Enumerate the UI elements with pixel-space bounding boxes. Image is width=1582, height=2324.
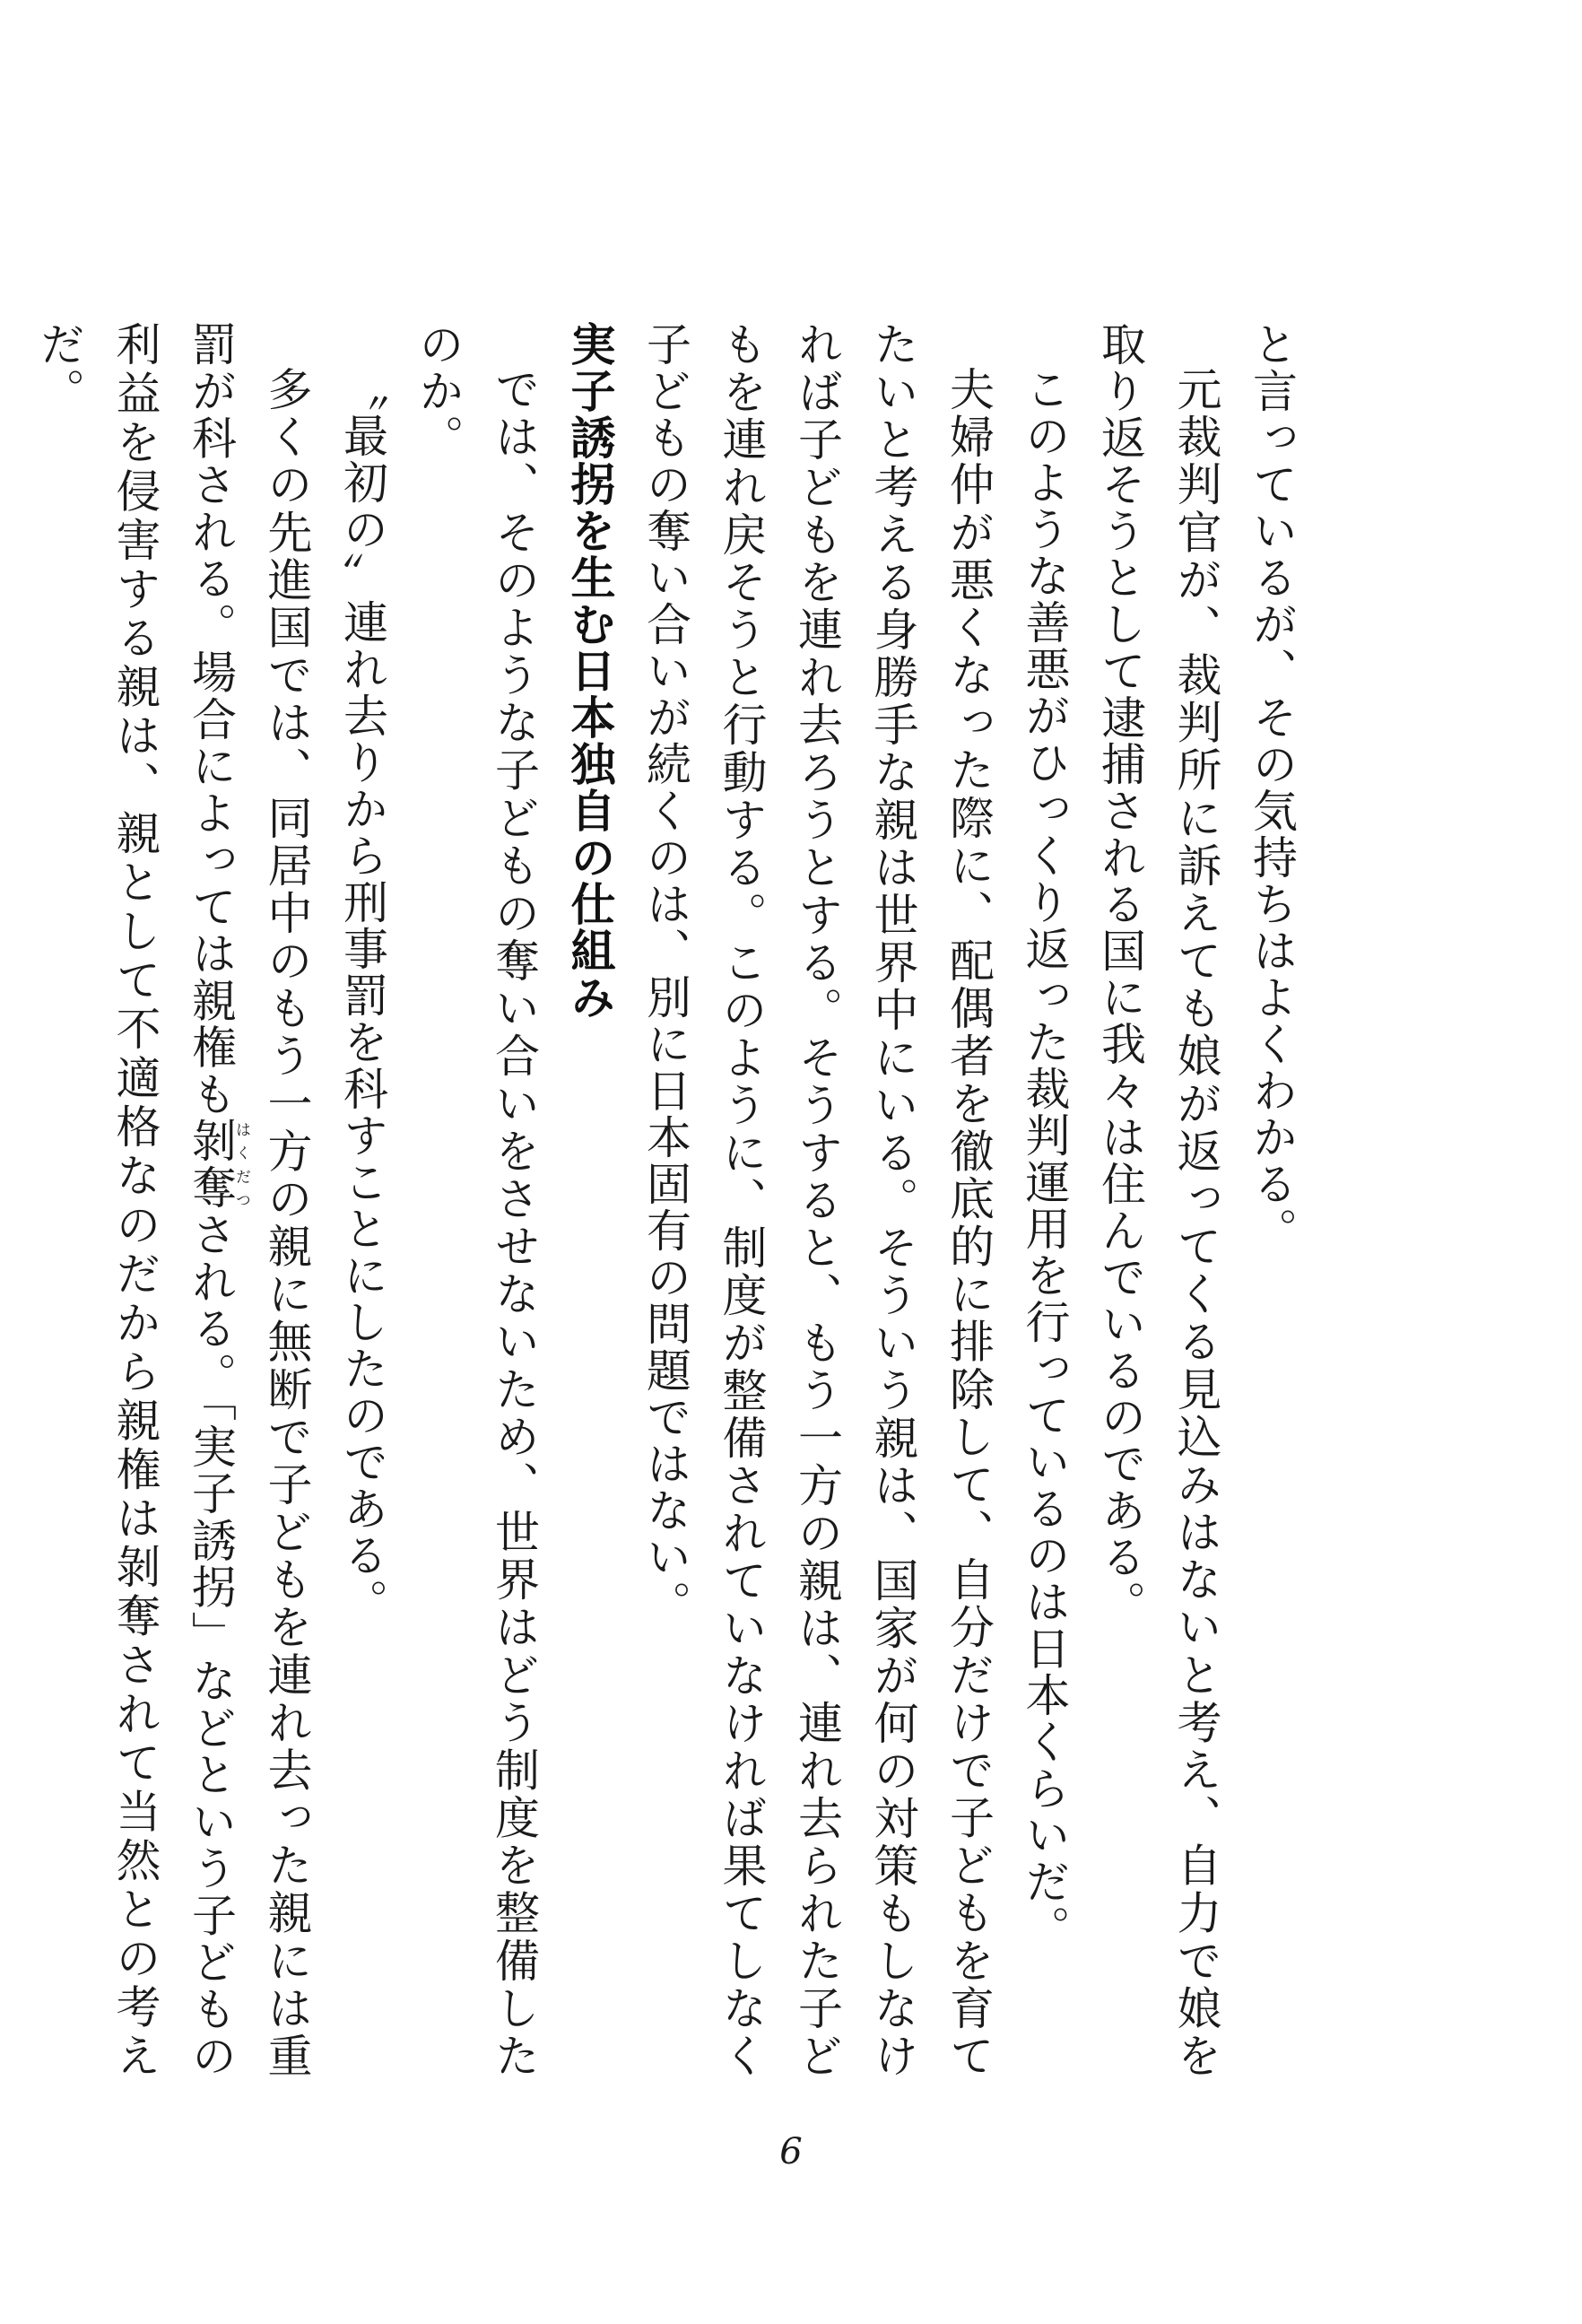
- paragraph-continuation: と言っているが、その気持ちはよくわかる。: [1246, 321, 1298, 1254]
- paragraph: このような善悪がひっくり返った裁判運用を行っているのは日本くらいだ。: [1018, 366, 1071, 1952]
- ruby-reading: はくだつ: [232, 1118, 250, 1212]
- section-heading: 実子誘拐を生む日本独自の仕組み: [563, 321, 616, 1021]
- paragraph-text: 多くの先進国では、同居中のもう一方の親に無断で子どもを連れ去った親には重罰が科される。場合によっては親権も: [185, 321, 313, 2079]
- vertical-text-body: [22, 321, 1310, 2079]
- ruby-base: 剝奪: [185, 1118, 237, 1212]
- paragraph: では、そのような子どもの奪い合いをさせないため、世界はどう制度を整備したのか。: [412, 321, 540, 2079]
- ruby-word: [185, 1118, 250, 1212]
- paragraph: [22, 321, 325, 2079]
- paragraph-text: される。「実子誘拐」などという子どもの利益を侵害する親は、親として不適格なのだから親権は剝奪されて当然との考えだ。: [33, 321, 237, 2080]
- paragraph: 夫婦仲が悪くなった際に、配偶者を徹底的に排除して、自分だけで子どもを育てたいと考える身勝手な親は世界中にいる。そういう親は、国家が何の対策もしなければ子どもを連れ去ろうとする。そうすると、もう一方の親は、連れ去られた子どもを連れ戻そうと行動する。このように、制度が整備されていなければ果てしなく子どもの奪い合いが続くのは、別に日本固有の問題ではない。: [639, 321, 995, 2079]
- page-number: 6: [779, 2131, 803, 2172]
- paragraph: 〝最初の〟連れ去りから刑事罰を科すことにしたのである。: [336, 366, 388, 1625]
- paragraph: 元裁判官が、裁判所に訴えても娘が返ってくる見込みはないと考え、自力で娘を取り返そうとして逮捕される国に我々は住んでいるのである。: [1094, 321, 1222, 2079]
